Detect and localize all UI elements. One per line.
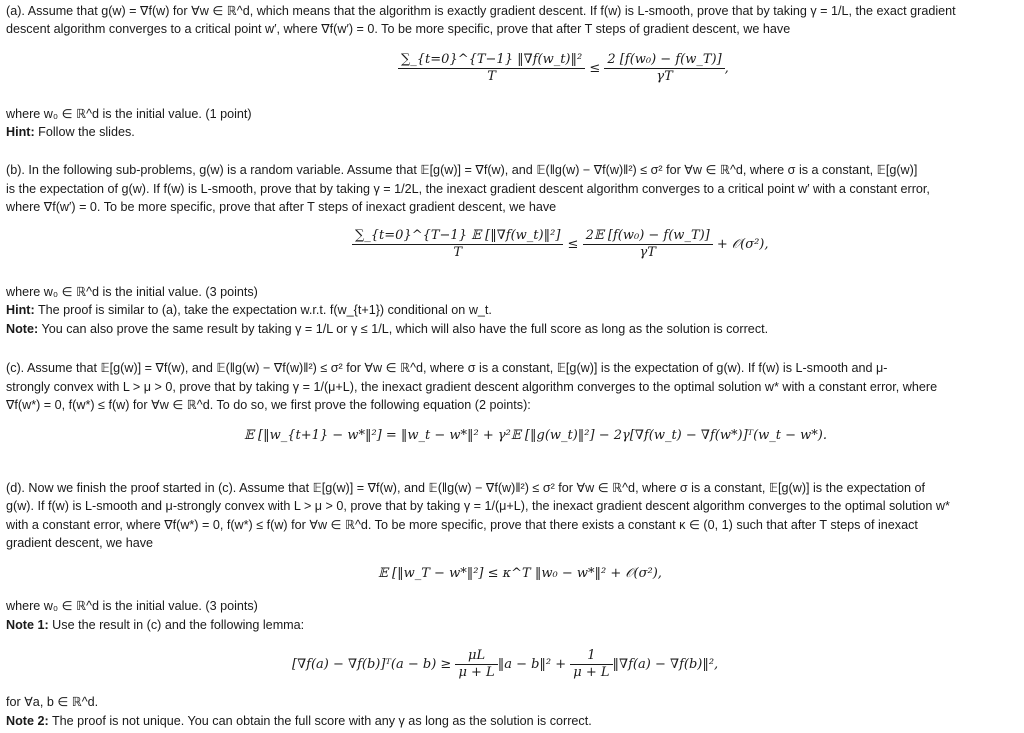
part-c-line3: ∇f(w*) = 0, f(w*) ≤ f(w) for ∀w ∈ ℝ^d. To do so, we first prove the following equation (2 points): — [6, 398, 531, 412]
part-d-line4: gradient descent, we have — [6, 536, 154, 550]
part-d-note1: Note 1: Use the result in (c) and the following lemma: — [6, 618, 305, 632]
part-d-equation: 𝔼 [‖w_T − w*‖²] ≤ κ^T ‖w₀ − w*‖² + 𝒪(σ²), — [378, 566, 662, 581]
part-c-line2: strongly convex with L > μ > 0, prove that by taking γ = 1/(μ+L), the inexact gradient descent algorithm converges to the optimal solution w* with a constant error, where — [6, 380, 938, 394]
part-b-line2: is the expectation of g(w). If f(w) is L-smooth, prove that by taking γ = 1/2L, the inexact gradient descent algorithm converges to a critical point w′ with a constant error, — [6, 182, 930, 196]
part-b-hint: Hint: The proof is similar to (a), take the expectation w.r.t. f(w_{t+1}) conditional on w_t. — [6, 303, 492, 317]
part-d-line1: (d). Now we finish the proof started in (c). Assume that 𝔼[g(w)] = ∇f(w), and 𝔼(‖g(w) − ∇f(w)‖²) ≤ σ² for ∀w ∈ ℝ^d, where σ is a constant, 𝔼[g(w)] is the expectation of — [6, 481, 926, 495]
part-d-line3: with a constant error, where ∇f(w*) = 0, f(w*) ≤ f(w) for ∀w ∈ ℝ^d. To be more specific, prove that there exists a constant κ ∈ (0, 1) such that after T steps of inexact — [6, 518, 918, 532]
lemma-fraction-1: $\frac{\mu L}{\mu + L}$ — [455, 648, 497, 681]
part-b-line3: where ∇f(w′) = 0. To be more specific, prove that after T steps of inexact gradient descent, we have — [6, 200, 557, 214]
part-a-hint: Hint: Follow the slides. — [6, 125, 135, 139]
part-b-note: Note: You can also prove the same result by taking γ = 1/L or γ ≤ 1/L, which will also have the full score as long as the solution is correct. — [6, 322, 769, 336]
lemma-fraction-2: $\frac{1}{\mu + L}$ — [570, 648, 612, 681]
part-a-line2: descent algorithm converges to a critical point w′, where ∇f(w′) = 0. To be more specific, prove that after T steps of gradient descent, we have — [6, 22, 791, 36]
part-b-eq-rhs: $\frac{\text{2𝔼 [f(w₀) − f(w\_T)]}}{\gamma T}$ — [583, 228, 713, 261]
part-d-note2: Note 2: The proof is not unique. You can obtain the full score with any γ as long as the solution is correct. — [6, 714, 592, 728]
part-c-line1: (c). Assume that 𝔼[g(w)] = ∇f(w), and 𝔼(‖g(w) − ∇f(w)‖²) ≤ σ² for ∀w ∈ ℝ^d, where σ is a constant, 𝔼[g(w)] is the expectation of g(w). If f(w) is L-smooth and μ- — [6, 361, 888, 375]
part-b-eq-lhs: $\frac{\text{∑\_\{t=0\}\textasciicircum{}\{T−1\} 𝔼 [‖∇f(w\_t)‖²]}}{T}$ — [352, 228, 563, 261]
part-d-where: where w₀ ∈ ℝ^d is the initial value. (3 points) — [6, 599, 258, 613]
part-a-line1: (a). Assume that g(w) = ∇f(w) for ∀w ∈ ℝ^d, which means that the algorithm is exactly gradient descent. If f(w) is L-smooth, prove that by taking γ = 1/L, the exact gradient — [6, 4, 956, 18]
part-c-equation: 𝔼 [‖w_{t+1} − w*‖²] = ‖w_t − w*‖² + γ²𝔼 [‖g(w_t)‖²] − 2γ[∇f(w_t) − ∇f(w*)]ᵀ(w_t − w*). — [244, 428, 828, 443]
part-b-eq-rel: ≤ — [567, 237, 579, 252]
part-a-eq-rel: ≤ — [589, 61, 601, 76]
part-a-eq-rhs: $\frac{\text{2 [f(w₀) − f(w\_T)]}}{\gamma T}$ — [604, 52, 724, 85]
part-d-line2: g(w). If f(w) is L-smooth and μ-strongly convex with L > μ > 0, prove that by taking γ = 1/(μ+L), the inexact gradient descent algorithm converges to the optimal solution w* — [6, 499, 950, 513]
part-a-eq-lhs: $\frac{\text{∑\_\{t=0\}\textasciicircum{}\{T−1\} ‖∇f(w\_t)‖²}}{T}$ — [398, 52, 585, 85]
part-d-forall: for ∀a, b ∈ ℝ^d. — [6, 695, 99, 709]
part-a-where: where w₀ ∈ ℝ^d is the initial value. (1 point) — [6, 107, 252, 121]
part-b-where: where w₀ ∈ ℝ^d is the initial value. (3 points) — [6, 285, 258, 299]
part-d-lemma: [∇f(a) − ∇f(b)]ᵀ(a − b) ≥ $\frac{\mu L}{\mu + L}$ ‖a − b‖² + $\frac{1}{\mu + L}$ ‖∇f(a) − ∇f(b)‖², — [292, 648, 719, 680]
part-a-equation: $\frac{\text{∑\_\{t=0\}\textasciicircum{}\{T−1\} ‖∇f(w\_t)‖²}}{T}$ ≤ $\frac{\text{2 [f(w₀) − f(w\_T)]}}{\gamma T}$ , — [398, 52, 729, 85]
part-b-line1: (b). In the following sub-problems, g(w) is a random variable. Assume that 𝔼[g(w)] = ∇f(w), and 𝔼(‖g(w) − ∇f(w)‖²) ≤ σ² for ∀w ∈ ℝ^d, where σ is a constant, 𝔼[g(w)] — [6, 163, 918, 177]
part-b-equation: $\frac{\text{∑\_\{t=0\}\textasciicircum{}\{T−1\} 𝔼 [‖∇f(w\_t)‖²]}}{T}$ ≤ $\frac{\text{2𝔼 [f(w₀) − f(w\_T)]}}{\gamma T}$ + 𝒪(σ²), — [352, 228, 768, 261]
